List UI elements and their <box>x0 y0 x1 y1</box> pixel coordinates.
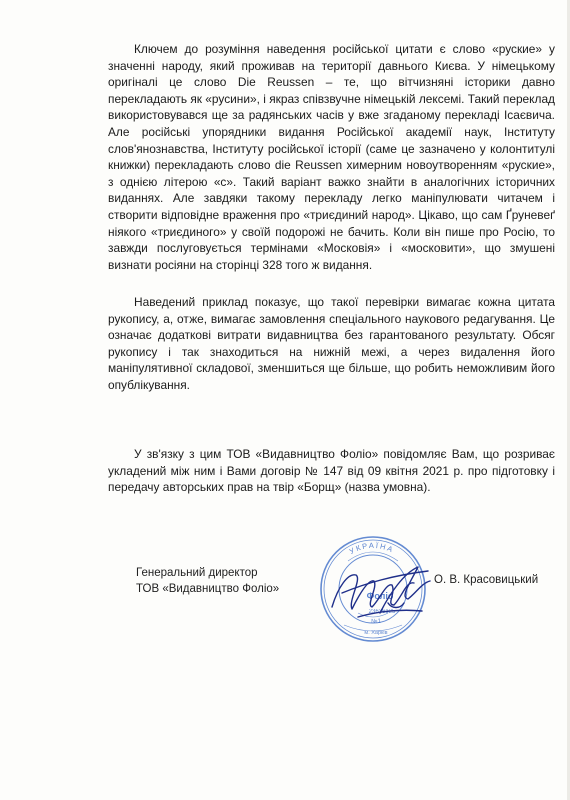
letter-paragraph-2: Наведений приклад показує, що такої перевірки вимагає кожна цитата рукопису, а, отже, вимагає замовлення спеціального наукового редагування. Це означає додаткові витрати видавництва без гарантованого результату. Обсяг рукопису і так знаходиться на нижній межі, а через видалення його маніпулятивної складової, зменшиться ще більше, що робить неможливим його опублікування. <box>108 295 555 392</box>
signatory-name: О. В. Красовицький <box>434 574 539 586</box>
signatory-title: Генеральний директор <box>136 567 258 579</box>
signatory-company: ТОВ «Видавництво Фоліо» <box>136 583 280 595</box>
stamp-inner-text: Фоліо <box>366 591 394 601</box>
letter-paragraph-3: У зв'язку з цим ТОВ «Видавництво Фоліо» повідомляє Вам, що розриває укладений між ним і Вами договір № 147 від 09 квітня 2021 р. про підготовку і передачу авторських прав на твір «Борщ» (назва умовна). <box>108 447 555 495</box>
letter-paragraph-1: Ключем до розуміння наведення російської цитати є слово «руские» у значенні народу, який проживав на території давнього Києва. У німецькому оригіналі це слово Die Reussen – те, що вітчизняні історики давно перекладають як «русини», і якраз співзвучне німецькій лексемі. Такий переклад використовувався ще за радянських часів у вже згаданому перекладі Ісаєвича. Але російські упорядники видання Російської академії наук, Інституту слов'янознавства, Інституту російської історії (саме це зазначено у колонтитулі книжки) перекладають слово die Reussen химерним новоутворенням «руские», з однією літерою «с». Такий варіант важко знайти в аналогічних історичних виданнях. Але завдяки такому перекладу легко маніпулювати читачем і створити відповідне враження про «триєдиний народ». Цікаво, що сам Ґруневеґ ніякого «триєдиного» у своїй подорожі не бачить. Коли він пише про Росію, то завжди послуговується термінами «Московія» і «московити», що змушені визнати росіяни на сторінці 328 того ж видання. <box>108 42 555 272</box>
stamp-outer-text: УКРАЇНА <box>347 540 396 557</box>
stamp-code: 23636125 <box>368 609 396 615</box>
stamp-city: м. Харків <box>364 630 388 636</box>
handwritten-signature <box>318 553 468 627</box>
stamp-number: №1 <box>371 619 381 625</box>
signatory-position <box>136 565 279 597</box>
